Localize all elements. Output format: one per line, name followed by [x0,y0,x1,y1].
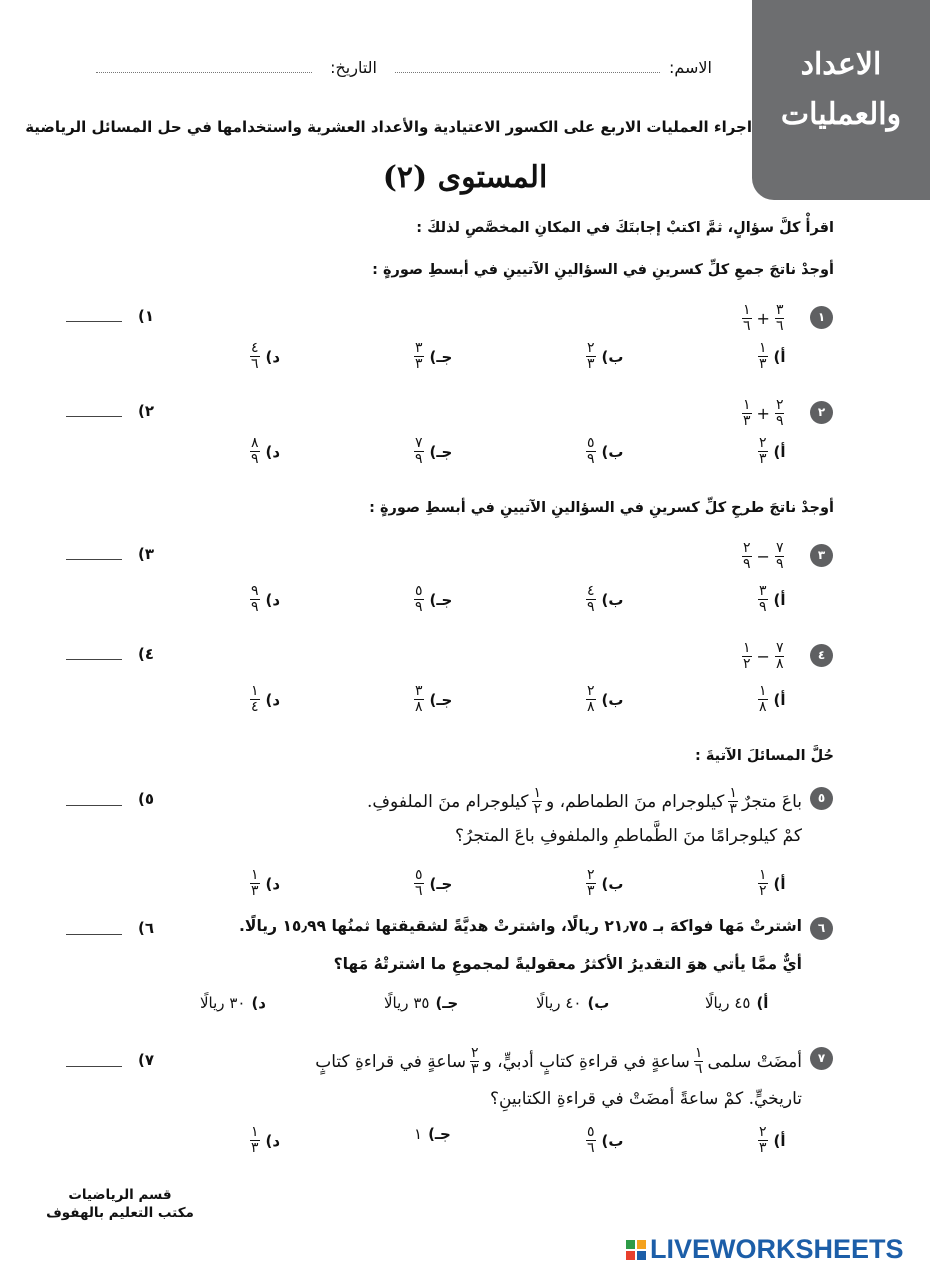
option-fraction: $\frac{١}{٣}$ [251,867,259,899]
option-value: ٤٥ ريالًا [705,994,751,1012]
q7-text-b: ساعةٍ في قراءةِ كتابٍ أدبيٍّ، و [483,1051,690,1072]
option-fraction: $\frac{٧}{٩}$ [415,435,423,467]
q2-option-d[interactable] [250,436,280,467]
answer-blank-1[interactable] [66,321,122,322]
q1-option-c[interactable] [414,341,452,372]
option-fraction: $\frac{٤}{٦}$ [251,340,259,372]
option-label: أ) [773,874,786,893]
level-title: المستوى (٢) [382,160,548,195]
right-fraction: $\frac{٧}{٨}$ [775,640,784,672]
option-label: ب) [601,874,624,893]
option-fraction: $\frac{١}{٣}$ [251,1124,259,1156]
q7-option-a[interactable] [758,1125,786,1156]
q4-option-d[interactable] [250,684,280,715]
option-fraction: $\frac{٢}{٣}$ [587,340,595,372]
q3-expression [742,541,784,572]
q7-line-2: تاريخيٍّ. كمْ ساعةً أمضَتْ في قراءةِ الكتابينِ؟ [489,1089,802,1109]
logo-squares-icon [626,1240,646,1260]
q7-fraction-2: $\frac{٢}{٣}$ [470,1045,479,1077]
option-fraction: $\frac{٣}{٣}$ [415,340,423,372]
option-label: جـ) [429,442,453,461]
lesson-objective: اجراء العمليات الاربع على الكسور الاعتيادية والأعداد العشرية واستخدامها في حل المسائل الرياضية [25,118,752,136]
answer-number-1: ١) [138,307,155,325]
q2-option-a[interactable] [758,436,786,467]
q4-expression [742,641,784,672]
q3-option-d[interactable] [250,584,280,615]
q5-line-1 [367,786,802,817]
option-fraction: $\frac{٣}{٩}$ [759,583,767,615]
option-fraction: $\frac{٥}{٦}$ [415,867,423,899]
operator: + [756,404,770,423]
q1-option-d[interactable] [250,341,280,372]
option-fraction: $\frac{٥}{٩}$ [587,435,595,467]
option-fraction: $\frac{٣}{٨}$ [415,683,423,715]
date-field[interactable] [96,72,312,73]
option-value: ٤٠ ريالًا [536,994,582,1012]
right-fraction: $\frac{٢}{٩}$ [775,397,784,429]
q6-option-d[interactable] [200,994,266,1012]
name-label: الاسم: [668,58,712,77]
option-fraction: $\frac{٢}{٨}$ [587,683,595,715]
q4-option-b[interactable] [586,684,623,715]
question-number-4: ٤ [810,644,833,667]
option-label: د) [265,874,281,893]
question-number-1: ١ [810,306,833,329]
q5-text-a: باعَ متجرٌ [741,791,802,812]
answer-number-3: ٣) [138,545,155,563]
right-fraction: $\frac{٣}{٦}$ [775,302,784,334]
q5-line-2: كمْ كيلوجرامًا منَ الطَّماطمِ والملفوفِ باعَ المتجرُ؟ [455,826,802,846]
left-fraction: $\frac{١}{٢}$ [743,640,751,672]
left-fraction: $\frac{١}{٦}$ [743,302,751,334]
logo-text: LIVEWORKSHEETS [650,1234,904,1264]
q2-expression [742,398,784,429]
q6-line-1: اشترتْ مَها فواكهَ بـ ٢١٫٧٥ ريالًا، واشترتْ هديَّةً لشقيقتها ثمنُها ١٥٫٩٩ ريالًا. [239,917,802,935]
q5-option-d[interactable] [250,868,280,899]
q7-option-b[interactable] [586,1125,623,1156]
answer-number-4: ٤) [138,645,155,663]
liveworksheets-logo [626,1234,904,1265]
question-number-6: ٦ [810,917,833,940]
q2-option-b[interactable] [586,436,623,467]
operator: − [756,547,770,566]
main-instruction: اقرأْ كلَّ سؤالٍ، ثمَّ اكتبْ إجابتَكَ في المكانِ المخصَّصِ لذلكَ : [416,220,834,236]
option-fraction: $\frac{٢}{٣}$ [759,1124,767,1156]
option-label: د) [265,590,281,609]
q5-fraction-2: $\frac{١}{٢}$ [533,785,541,817]
q6-option-c[interactable] [384,994,458,1012]
q6-option-b[interactable] [536,994,609,1012]
option-label: د) [265,690,281,709]
q1-option-a[interactable] [758,341,786,372]
date-label: التاريخ: [330,58,377,77]
q6-line-2: أيٌّ ممَّا يأتي هوَ التقديرُ الأكثرُ معقوليةً لمجموعِ ما اشترتْهُ مَها؟ [333,955,802,973]
q5-option-b[interactable] [586,868,623,899]
option-label: د) [265,1131,281,1150]
q1-option-b[interactable] [586,341,623,372]
q3-option-c[interactable] [414,584,452,615]
option-label: ب) [601,442,624,461]
option-fraction: $\frac{٥}{٩}$ [415,583,423,615]
question-number-2: ٢ [810,401,833,424]
q7-text-a: أمضَتْ سلمى [707,1051,802,1072]
option-label: أ) [773,590,786,609]
topic-line-1: الاعداد [800,47,882,82]
option-fraction: $\frac{٨}{٩}$ [251,435,259,467]
name-field[interactable] [395,72,660,73]
option-fraction: $\frac{٤}{٩}$ [587,583,595,615]
q5-fraction-1: $\frac{١}{٣}$ [729,785,737,817]
q3-option-b[interactable] [586,584,623,615]
option-fraction: $\frac{٢}{٣}$ [759,435,767,467]
question-number-3: ٣ [810,544,833,567]
option-label: أ) [773,347,786,366]
option-fraction: $\frac{٥}{٦}$ [587,1124,595,1156]
option-value: ١ [414,1125,423,1143]
q5-option-a[interactable] [758,868,786,899]
q7-line-1 [315,1046,802,1077]
question-number-5: ٥ [810,787,833,810]
option-label: ب) [601,690,624,709]
q1-expression [742,303,784,334]
option-label: ب) [601,590,624,609]
option-label: ب) [601,347,624,366]
answer-number-5: ٥) [138,790,155,808]
answer-number-7: ٧) [138,1051,155,1069]
option-fraction: $\frac{١}{٨}$ [759,683,767,715]
option-label: جـ) [429,347,453,366]
q3-option-a[interactable] [758,584,786,615]
footer-office: مكتب التعليم بالهفوف [46,1205,194,1221]
option-label: ب) [601,1131,624,1150]
option-value: ٣٠ ريالًا [200,994,246,1012]
option-fraction: $\frac{١}{٤}$ [251,683,259,715]
option-label: جـ) [429,874,453,893]
option-label: أ) [773,442,786,461]
footer-department: قسم الرياضيات [68,1187,172,1203]
answer-blank-2[interactable] [66,416,122,417]
option-label: أ) [773,690,786,709]
q5-option-c[interactable] [414,868,452,899]
section-sub-heading: أوجدْ ناتجَ طرحِ كلِّ كسرينِ في السؤالينِ الآتيينِ في أبسطِ صورةٍ : [369,500,834,516]
option-label: ب) [587,994,610,1012]
q2-option-c[interactable] [414,436,452,467]
q7-option-d[interactable] [250,1125,280,1156]
option-fraction: $\frac{١}{٢}$ [759,867,767,899]
answer-blank-6[interactable] [66,934,122,935]
answer-blank-7[interactable] [66,1066,122,1067]
right-fraction: $\frac{٧}{٩}$ [775,540,784,572]
left-fraction: $\frac{٢}{٩}$ [743,540,751,572]
option-label: د) [265,442,281,461]
option-label: د) [251,994,266,1012]
option-label: جـ) [435,994,459,1012]
section-problems-heading: حُلَّ المسائلَ الآتيةَ : [695,748,834,764]
operator: + [756,309,770,328]
topic-line-2: والعمليات [780,97,902,132]
option-label: جـ) [428,1125,451,1143]
section-add-heading: أوجدْ ناتجَ جمعِ كلِّ كسرينِ في السؤالينِ الآتيينِ في أبسطِ صورةٍ : [372,262,834,278]
option-fraction: $\frac{١}{٣}$ [759,340,767,372]
option-label: أ) [756,994,769,1012]
answer-blank-5[interactable] [66,805,122,806]
q4-option-a[interactable] [758,684,786,715]
answer-number-6: ٦) [138,919,155,937]
answer-number-2: ٢) [138,402,155,420]
q7-fraction-1: $\frac{١}{٦}$ [694,1045,703,1077]
answer-blank-3[interactable] [66,559,122,560]
q7-text-c: ساعةٍ في قراءةِ كتابٍ [315,1051,466,1072]
left-fraction: $\frac{١}{٣}$ [743,397,751,429]
option-label: جـ) [429,590,453,609]
q4-option-c[interactable] [414,684,452,715]
option-fraction: $\frac{٢}{٣}$ [587,867,595,899]
q5-text-b: كيلوجرام منَ الطماطم، و [545,791,725,812]
q7-option-c[interactable] [414,1125,451,1143]
operator: − [756,647,770,666]
q5-text-c: كيلوجرام منَ الملفوفِ. [367,791,529,812]
option-label: د) [265,347,281,366]
question-number-7: ٧ [810,1047,833,1070]
option-fraction: $\frac{٩}{٩}$ [251,583,259,615]
answer-blank-4[interactable] [66,659,122,660]
option-value: ٣٥ ريالًا [384,994,430,1012]
option-label: جـ) [429,690,453,709]
option-label: أ) [773,1131,786,1150]
footer-credit [30,1186,210,1222]
q6-option-a[interactable] [705,994,768,1012]
